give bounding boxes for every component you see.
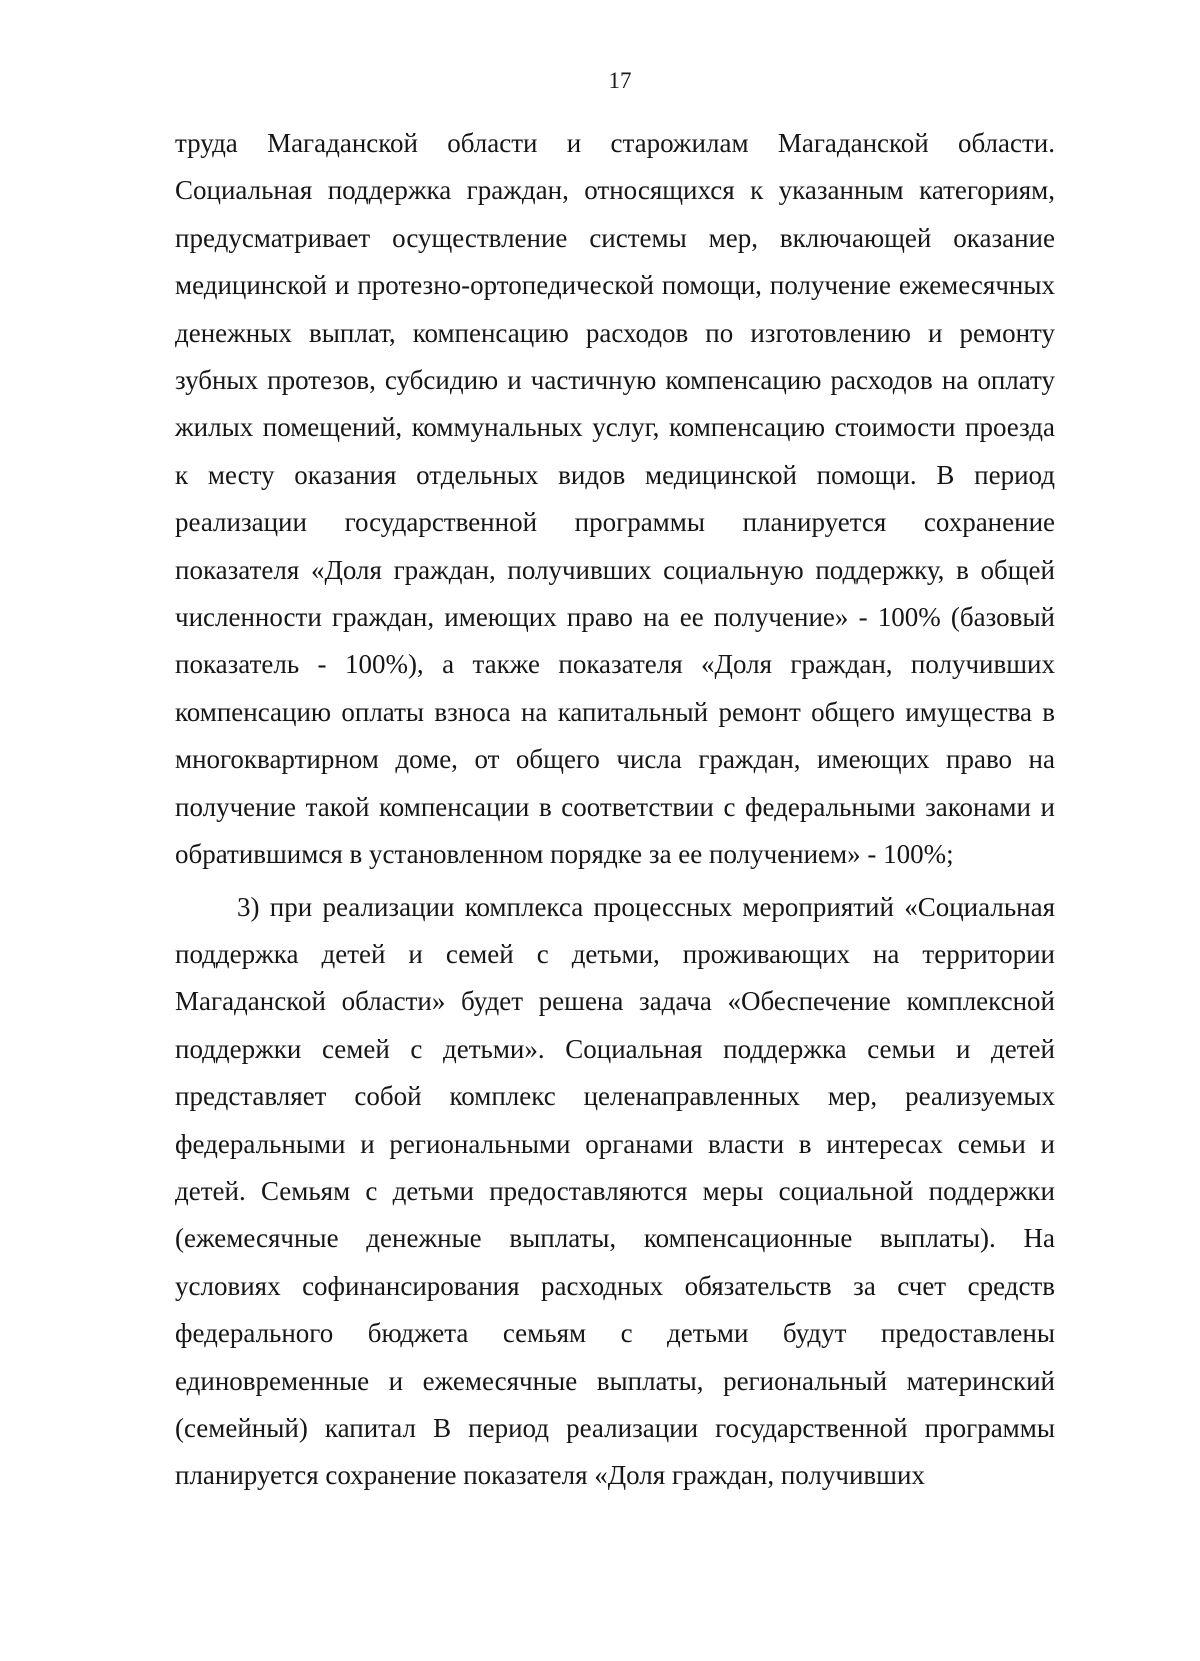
paragraph-continuation: труда Магаданской области и старожилам Магаданской области. Социальная поддержка граждан, относящихся к указанным категориям, предусматривает осуществление системы мер, включающей оказание медицинской и протезно-ортопедической помощи, получение ежемесячных денежных выплат, компенсацию расходов по изготовлению и ремонту зубных протезов, субсидию и частичную компенсацию расходов на оплату жилых помещений, коммунальных услуг, компенсацию стоимости проезда к месту оказания отдельных видов медицинской помощи. В период реализации государственной программы планируется сохранение показателя «Доля граждан, получивших социальную поддержку, в общей численности граждан, имеющих право на ее получение» - 100% (базовый показатель - 100%), а также показателя «Доля граждан, получивших компенсацию оплаты взноса на капитальный ремонт общего имущества в многоквартирном доме, от общего числа граждан, имеющих право на получение такой компенсации в соответствии с федеральными законами и обратившимся в установленном порядке за ее получением» - 100%; — [175, 128, 1055, 870]
document-body — [175, 120, 1055, 1500]
paragraph-item-3: 3) при реализации комплекса процессных мероприятий «Социальная поддержка детей и семей с детьми, проживающих на территории Магаданской области» будет решена задача «Обеспечение комплексной поддержки семей с детьми». Социальная поддержка семьи и детей представляет собой комплекс целенаправленных мер, реализуемых федеральными и региональными органами власти в интересах семьи и детей. Семьям с детьми предоставляются меры социальной поддержки (ежемесячные денежные выплаты, компенсационные выплаты). На условиях софинансирования расходных обязательств за счет средств федерального бюджета семьям с детьми будут предоставлены единовременные и ежемесячные выплаты, региональный материнский (семейный) капитал В период реализации государственной программы планируется сохранение показателя «Доля граждан, получивших — [175, 891, 1055, 1491]
page-number: 17 — [608, 68, 632, 93]
